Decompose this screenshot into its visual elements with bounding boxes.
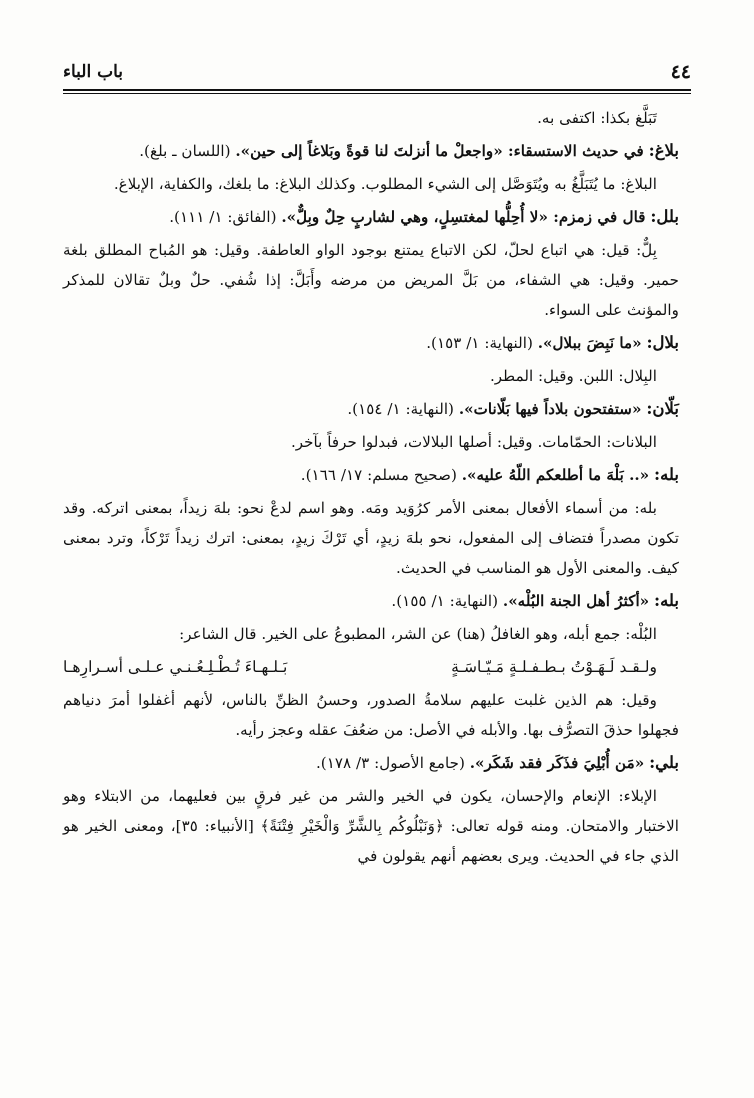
header-rule-thin <box>63 93 691 94</box>
source-citation: (جامع الأصول: ٣/ ١٧٨). <box>315 754 470 772</box>
hadith-text: «ستفتحون بلاداً فيها بَلّانات». <box>458 400 642 418</box>
entry-balagh <box>63 136 679 166</box>
verse-hemistich-first: ولـقـد لَـهَـوْتُ بـطـفـلـةٍ مَـيّـاسَـةٍ <box>451 658 657 676</box>
section-title: باب الباء <box>63 62 124 82</box>
hadith-text: «ما نَبِضَ ببلال». <box>537 334 642 352</box>
entry-bill <box>63 202 679 232</box>
hadith-text: قال في زمزم: «لا أُحِلُّها لمغتسِلٍ، وهي لشاربٍ حِلٌ وبِلٌّ». <box>281 208 646 226</box>
header-rule <box>63 89 691 91</box>
entry-bala <box>63 460 679 490</box>
definition-text: بله: من أسماء الأفعال بمعنى الأمر كرُوَيد ومَه. وهو اسم لدعْ نحو: بلهَ زيداً، بمعنى اتركه. وقد تكون مصدراً فتضاف إلى المفعول، نحو بلهَ زيدٍ، أي تَرْكَ زيدٍ، بمعنى: اترك زيداً تَرْكاً، وترد بمعنى كيف. والمعنى الأول هو المناسب في الحديث. <box>63 499 679 577</box>
page-header <box>63 57 691 87</box>
entry-bulh <box>63 586 679 616</box>
entry-ballan <box>63 394 679 424</box>
definition-text: بِلٌّ: قيل: هي اتباع لحلّ، لكن الاتباع يمتنع بوجود الواو العاطفة. وقيل: هو المُباح المطلق بلغة حمير. وقيل: هي الشفاء، من بَلَّ المريض من مرضه وأَبَلَّ: إذا شُفي. حلٌ وبلٌ تقالان للمذكر والمؤنث على السواء. <box>63 241 679 319</box>
definition-text: البُلْه: جمع أبله، وهو الغافلُ (هنا) عن الشر، المطبوعُ على الخير. قال الشاعر: <box>179 625 657 643</box>
headword: بلي: <box>649 753 679 772</box>
definition-text: البلاغ: ما يُتَبَلَّغُ به ويُتَوَصَّل إلى الشيء المطلوب. وكذلك البلاغ: ما بلغك، والكفاية، الإبلاغ. <box>113 175 657 193</box>
source-citation: (صحيح مسلم: ١٧/ ١٦٦). <box>300 466 462 484</box>
definition-text: البِلال: اللبن. وقيل: المطر. <box>489 367 657 385</box>
entry-bala-y <box>63 748 679 778</box>
headword: بلل: <box>650 207 679 226</box>
source-citation: (اللسان ـ بلغ). <box>139 142 236 160</box>
headword: بله: <box>654 465 679 484</box>
headword: بلال: <box>646 333 679 352</box>
source-citation: (النهاية: ١/ ١٥٣). <box>426 334 538 352</box>
headword: بلاغ: <box>648 141 679 160</box>
verse-hemistich-second: بَـلـهـاءَ تُـطْـلِـعُـنـي عـلـى أسـرارِهـا <box>63 658 288 676</box>
source-citation: (الفائق: ١/ ١١١). <box>169 208 282 226</box>
definition-text: البلانات: الحمّامات. وقيل: أصلها البلالات، فبدلوا حرفاً بآخر. <box>290 433 657 451</box>
poetry-verse <box>63 652 679 682</box>
entry-bilal <box>63 328 679 358</box>
source-citation: (النهاية: ١/ ١٥٤). <box>347 400 459 418</box>
headword: بَلّان: <box>646 399 679 418</box>
definition-text: تَبَلَّغ بكذا: اكتفى به. <box>537 109 657 127</box>
definition-text: وقيل: هم الذين غلبت عليهم سلامةُ الصدور، وحسنُ الظنِّ بالناس، لأنهم أغفلوا أمرَ دنياهم فجهلوا حذقَ التصرُّف بها. والأبله في الأصل: من ضعُفَ عقله وعجز رأيه. <box>63 691 679 739</box>
hadith-text: «.. بَلْهَ ما أطلعكم اللّهُ عليه». <box>461 466 650 484</box>
definition-text: الإبلاء: الإنعام والإحسان، يكون في الخير والشر من غير فرقٍ بين فعليهما، من الابتلاء وهو الاختبار والامتحان. ومنه قوله تعالى: ﴿وَنَبْلُوكُم بِالشَّرِّ وَالْخَيْرِ فِتْنَةً﴾ [الأنبياء: ٣٥]، ومعنى الخير هو الذي جاء في الحديث. ويرى بعضهم أنهم يقولون في <box>63 787 679 865</box>
hadith-text: في حديث الاستسقاء: «واجعلْ ما أنزلتَ لنا قوةً وبَلاغاً إلى حين». <box>235 142 644 160</box>
source-citation: (النهاية: ١/ ١٥٥). <box>391 592 503 610</box>
headword: بله: <box>654 591 679 610</box>
page-number: ٤٤ <box>670 61 691 83</box>
hadith-text: «مَن أُبْلِيَ فذَكَر فقد شَكَر». <box>469 754 645 772</box>
dictionary-body <box>63 103 679 874</box>
hadith-text: «أكثرُ أهل الجنة البُلْه». <box>502 592 650 610</box>
